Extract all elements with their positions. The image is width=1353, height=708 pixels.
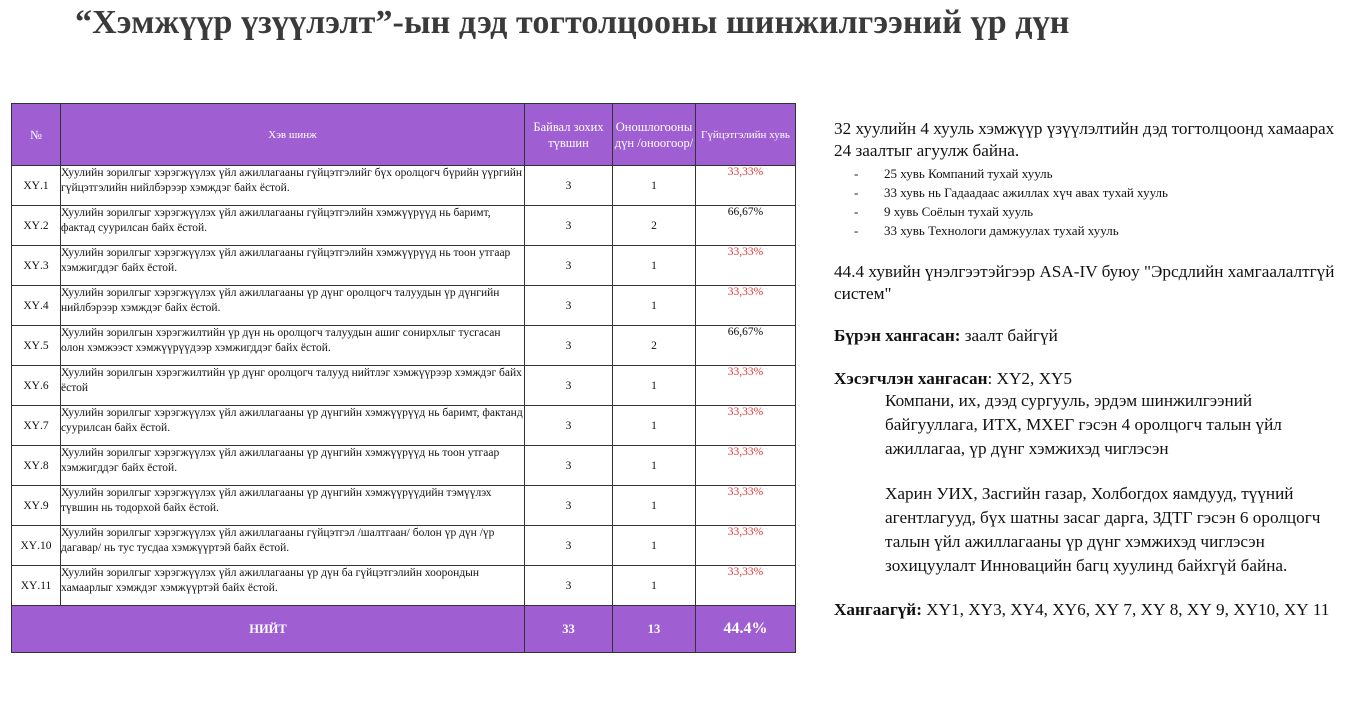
summary-full — [834, 325, 1349, 347]
assessment-table — [11, 103, 796, 653]
row-max-level: 3 — [525, 166, 613, 206]
total-pct: 44.4% — [696, 606, 796, 653]
row-code: ХҮ.7 — [12, 406, 61, 446]
summary-none — [834, 599, 1349, 621]
table-row — [12, 526, 796, 566]
page-title: “Хэмжүүр үзүүлэлт”-ын дэд тогтолцооны шинжилгээний үр дүн — [75, 4, 1070, 41]
list-item-text: 33 хувь Технологи дамжуулах тухай хууль — [884, 223, 1119, 238]
row-description: Хуулийн зорилгыг хэрэгжүүлэх үйл ажиллагааны үр дүнгийн хэмжүүрүүдийн тэмүүлэх түвшин нь тодорхой байх ёстой. — [61, 486, 525, 526]
row-code: ХҮ.11 — [12, 566, 61, 606]
full-label: Бүрэн хангасан: — [834, 326, 961, 345]
partial-label: Хэсэгчлэн хангасан — [834, 368, 988, 388]
row-description: Хуулийн зорилгыг хэрэгжүүлэх үйл ажиллагааны гүйцэтгэлийн хэмжүүрүүд нь баримт, фактад суурилсан байх ёстой. — [61, 206, 525, 246]
total-label: НИЙТ — [12, 606, 525, 653]
row-percentage: 33,33% — [696, 566, 796, 606]
table-row — [12, 366, 796, 406]
list-item-text: 9 хувь Соёлын тухай хууль — [884, 204, 1034, 219]
partial-paragraph-1: Компани, их, дээд сургууль, эрдэм шинжилгээний байгууллага, ИТХ, МХЕГ гэсэн 4 оролцогч талын үйл ажиллагаа, үр дүнг хэмжихэд чиглэсэн — [885, 391, 1282, 458]
row-percentage: 66,67% — [696, 206, 796, 246]
row-score: 1 — [613, 446, 696, 486]
row-description: Хуулийн зорилгыг хэрэгжүүлэх үйл ажиллагааны үр дүн ба гүйцэтгэлийн хоорондын хамаарлыг хэмждэг хэмжүүртэй байх ёстой. — [61, 566, 525, 606]
row-max-level: 3 — [525, 566, 613, 606]
row-max-level: 3 — [525, 286, 613, 326]
dash-bullet-icon: - — [854, 204, 859, 219]
header-criteria: Хэв шинж — [61, 104, 525, 166]
total-score: 13 — [613, 606, 696, 653]
law-share-list — [834, 164, 1349, 240]
row-code: ХҮ.6 — [12, 366, 61, 406]
list-item — [854, 202, 1349, 221]
none-label: Хангаагүй: — [834, 600, 922, 619]
row-code: ХҮ.8 — [12, 446, 61, 486]
list-item-text: 25 хувь Компаний тухай хууль — [884, 166, 1053, 181]
table-row — [12, 166, 796, 206]
table-row — [12, 286, 796, 326]
row-description: Хуулийн зорилгыг хэрэгжүүлэх үйл ажиллагааны гүйцэтгэл /шалтгаан/ болон үр дүн /үр дагавар/ нь тус тусдаа хэмжүүртэй байх ёстой. — [61, 526, 525, 566]
table-row — [12, 326, 796, 366]
row-percentage: 33,33% — [696, 406, 796, 446]
row-percentage: 33,33% — [696, 446, 796, 486]
list-item — [854, 183, 1349, 202]
row-code: ХҮ.1 — [12, 166, 61, 206]
row-max-level: 3 — [525, 406, 613, 446]
row-description: Хуулийн зорилгын хэрэгжилтийн үр дүнг оролцогч талууд нийтлэг хэмжүүрээр хэмждэг байх ёстой — [61, 366, 525, 406]
row-score: 1 — [613, 406, 696, 446]
dash-bullet-icon: - — [854, 166, 859, 181]
row-score: 2 — [613, 206, 696, 246]
row-max-level: 3 — [525, 526, 613, 566]
row-description: Хуулийн зорилгыг хэрэгжүүлэх үйл ажиллагааны үр дүнгийн хэмжүүрүүд нь баримт, фактанд суурилсан байх ёстой. — [61, 406, 525, 446]
table-row — [12, 486, 796, 526]
row-percentage: 33,33% — [696, 526, 796, 566]
none-value: ХҮ1, ХҮ3, ХҮ4, ХҮ6, ХҮ 7, ХҮ 8, ХҮ 9, ХҮ10, ХҮ 11 — [921, 600, 1330, 619]
row-score: 2 — [613, 326, 696, 366]
partial-paragraph-2: Харин УИХ, Засгийн газар, Холбогдох яамдууд, түүний агентлагууд, бүх шатны засаг дарга, ЗДТГ гэсэн 6 оролцогч талын үйл ажиллагааны үр дүнг хэмжихэд чиглэсэн зохицуулалт Инновацийн багц хуулинд байхгүй байна. — [885, 484, 1321, 575]
table-total-row — [12, 606, 796, 653]
row-score: 1 — [613, 246, 696, 286]
row-percentage: 33,33% — [696, 486, 796, 526]
partial-value: : ХҮ2, ХҮ5 — [987, 368, 1072, 388]
table-row — [12, 446, 796, 486]
row-code: ХҮ.5 — [12, 326, 61, 366]
row-score: 1 — [613, 286, 696, 326]
row-score: 1 — [613, 486, 696, 526]
list-item — [854, 221, 1349, 240]
summary-partial — [834, 368, 1349, 390]
row-code: ХҮ.9 — [12, 486, 61, 526]
row-code: ХҮ.2 — [12, 206, 61, 246]
row-score: 1 — [613, 166, 696, 206]
row-max-level: 3 — [525, 486, 613, 526]
summary-intro: 32 хуулийн 4 хууль хэмжүүр үзүүлэлтийн дэд тогтолцоонд хамаарах 24 заалтыг агуулж байна. — [834, 119, 1335, 160]
dash-bullet-icon: - — [854, 223, 859, 238]
full-value: заалт байгүй — [960, 326, 1058, 345]
row-percentage: 33,33% — [696, 366, 796, 406]
total-max: 33 — [525, 606, 613, 653]
row-percentage: 33,33% — [696, 246, 796, 286]
row-description: Хуулийн зорилгыг хэрэгжүүлэх үйл ажиллагааны гүйцэтгэлийг бүх оролцогч бүрийн үүргийн гүйцэтгэлийн нийлбэрээр хэмждэг байх ёстой. — [61, 166, 525, 206]
row-description: Хуулийн зорилгыг хэрэгжүүлэх үйл ажиллагааны гүйцэтгэлийн хэмжүүрүүд нь тоон утгаар хэмжигддэг байх ёстой. — [61, 246, 525, 286]
summary-match: 44.4 хувийн үнэлгээтэйгээр ASA-IV буюу "Эрсдлийн хамгаалалтгүй систем" — [834, 262, 1335, 303]
row-percentage: 33,33% — [696, 166, 796, 206]
row-max-level: 3 — [525, 326, 613, 366]
header-score: Оношлогооны дүн /оноогоор/ — [613, 104, 696, 166]
row-score: 1 — [613, 526, 696, 566]
row-max-level: 3 — [525, 246, 613, 286]
summary-panel — [834, 118, 1349, 621]
list-item-text: 33 хувь нь Гадаадаас ажиллах хүч авах тухай хууль — [884, 185, 1168, 200]
row-description: Хуулийн зорилгыг хэрэгжүүлэх үйл ажиллагааны үр дүнг оролцогч талуудын үр дүнгийн нийлбэрээр хэмждэг байх ёстой. — [61, 286, 525, 326]
row-score: 1 — [613, 366, 696, 406]
row-description: Хуулийн зорилгын хэрэгжилтийн үр дүн нь оролцогч талуудын ашиг сонирхлыг тусгасан олон хэмжээст хэмжүүрүүдээр хэмжигддэг байх ёстой. — [61, 326, 525, 366]
header-no: № — [12, 104, 61, 166]
row-max-level: 3 — [525, 366, 613, 406]
table-row — [12, 206, 796, 246]
row-code: ХҮ.3 — [12, 246, 61, 286]
table-row — [12, 566, 796, 606]
row-score: 1 — [613, 566, 696, 606]
header-pct: Гүйцэтгэлийн хувь — [696, 104, 796, 166]
table-row — [12, 406, 796, 446]
row-description: Хуулийн зорилгыг хэрэгжүүлэх үйл ажиллагааны үр дүнгийн хэмжүүрүүд нь тоон утгаар хэмжигддэг байх ёстой. — [61, 446, 525, 486]
row-max-level: 3 — [525, 446, 613, 486]
row-code: ХҮ.10 — [12, 526, 61, 566]
list-item — [854, 164, 1349, 183]
header-max: Байвал зохих түвшин — [525, 104, 613, 166]
row-percentage: 33,33% — [696, 286, 796, 326]
row-max-level: 3 — [525, 206, 613, 246]
row-code: ХҮ.4 — [12, 286, 61, 326]
dash-bullet-icon: - — [854, 185, 859, 200]
table-row — [12, 246, 796, 286]
row-percentage: 66,67% — [696, 326, 796, 366]
table-header-row — [12, 104, 796, 166]
